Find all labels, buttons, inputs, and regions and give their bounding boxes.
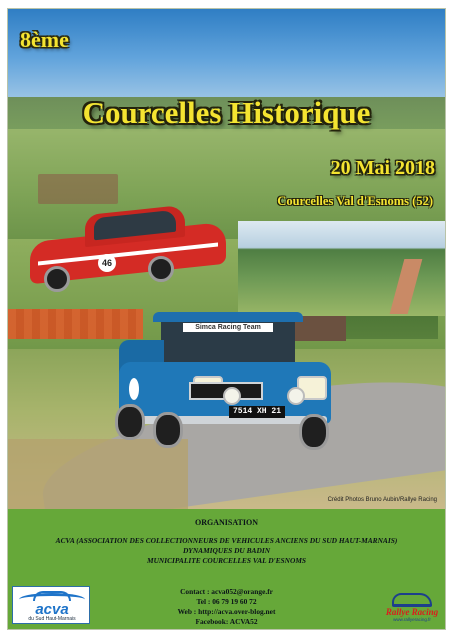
organisation-heading: ORGANISATION (195, 518, 258, 527)
blue-car-team-banner: Simca Racing Team (183, 323, 273, 332)
contact-phone: Tel : 06 79 19 60 72 (196, 597, 257, 606)
poster-photo (8, 9, 445, 509)
organisation-line: ACVA (ASSOCIATION DES COLLECTIONNEURS DE VEHICULES ANCIENS DU SUD HAUT-MARNAIS) (55, 536, 398, 545)
event-location: Courcelles Val d'Esnoms (52) (277, 194, 433, 208)
village-rooftops (38, 174, 118, 204)
red-car-number: 46 (98, 254, 116, 272)
rallye-racing-logo (384, 593, 440, 623)
rallye-logo-url: www.rallyeracing.fr (393, 617, 431, 622)
inset-road (390, 259, 423, 314)
event-date: 20 Mai 2018 (330, 157, 435, 179)
organisation-list (8, 536, 445, 566)
rallye-logo-name: Rallye Racing (385, 607, 439, 617)
acva-logo-name: acva (35, 601, 69, 618)
red-car-front-wheel (148, 256, 174, 282)
blue-car-plate: 7514 XH 21 (229, 406, 285, 418)
inset-landscape-photo (238, 221, 445, 316)
blue-car-front-left-wheel (153, 412, 183, 448)
blue-car-roof (153, 312, 303, 322)
blue-car-left-wheel (115, 404, 145, 440)
blue-rally-car (111, 312, 336, 462)
blue-car-right-foglight (287, 387, 305, 405)
blue-car-front-right-wheel (299, 414, 329, 450)
red-car-rear-wheel (44, 266, 70, 292)
event-title: Courcelles Historique (82, 95, 371, 130)
contact-email: Contact : acva052@orange.fr (180, 587, 273, 596)
red-rally-car (30, 204, 230, 289)
rallye-car-icon (392, 593, 432, 607)
acva-car-icon (33, 591, 71, 601)
event-poster (7, 8, 446, 630)
contact-facebook: Facebook: ACVA52 (195, 617, 258, 626)
acva-logo (12, 586, 90, 624)
photo-credit: Crédit Photos Bruno Aubin/Rallye Racing (327, 497, 437, 503)
organisation-line: DYNAMIQUES DU BADIN (182, 546, 271, 555)
info-panel (8, 509, 445, 629)
blue-car-left-foglight (223, 387, 241, 405)
edition-title: 8ème (20, 27, 69, 52)
organisation-line: MUNICIPALITE COURCELLES VAL D'ESNOMS (147, 556, 306, 565)
contact-website: Web : http://acva.over-blog.net (177, 607, 276, 616)
blue-car-roundel (129, 378, 139, 400)
acva-logo-subtitle: du Sud Haut-Marnais (28, 616, 76, 622)
